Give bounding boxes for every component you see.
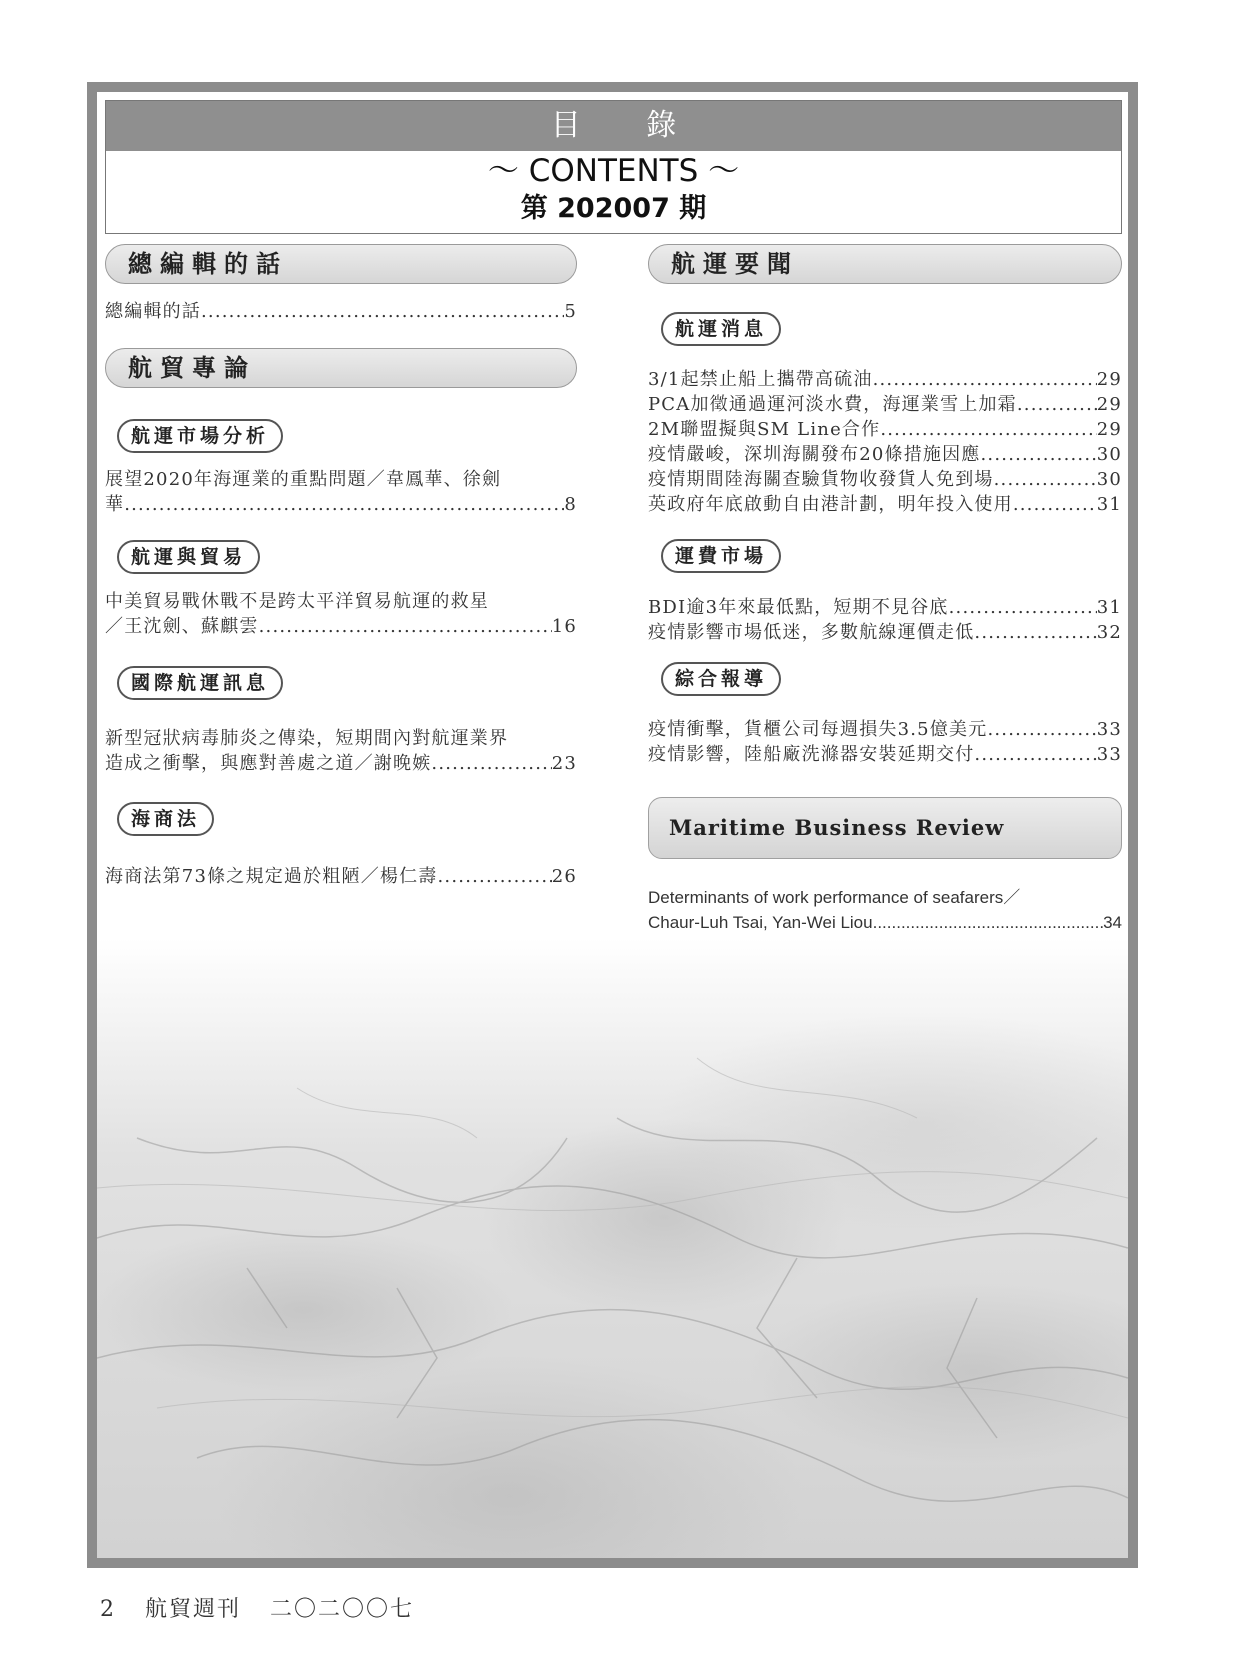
entry-title-line2: Chaur-Luh Tsai, Yan-Wei Liou <box>648 913 873 932</box>
entry-title-line1: 中美貿易戰休戰不是跨太平洋貿易航運的救星 <box>105 591 489 612</box>
page-footer <box>100 1592 434 1623</box>
category-general-reports: 綜合報導 <box>661 662 781 696</box>
list-general-reports <box>648 717 1122 767</box>
entry-title-line2: 造成之衝擊，與應對善處之道／謝晚嫉 <box>105 753 432 774</box>
entry-page: 30 <box>1096 469 1122 490</box>
leader-dots <box>873 910 1103 935</box>
list-item[interactable] <box>648 367 1122 392</box>
entry-title: 海商法第73條之規定過於粗陋／楊仁壽 <box>105 866 438 887</box>
entry-page: 29 <box>1096 419 1122 440</box>
entry-page: 34 <box>1103 913 1122 932</box>
leader-dots <box>994 467 1097 492</box>
entry-title-line1: 新型冠狀病毒肺炎之傳染，短期間內對航運業界 <box>105 728 509 749</box>
section-editor: 總編輯的話 <box>105 244 577 284</box>
list-item[interactable] <box>648 417 1122 442</box>
entry-maritime-business-review[interactable] <box>648 885 1122 935</box>
entry-page: 30 <box>1096 444 1122 465</box>
category-market-analysis: 航運市場分析 <box>117 419 283 453</box>
leader-dots <box>124 492 564 517</box>
list-item[interactable] <box>648 717 1122 742</box>
entry-title-line1: 展望2020年海運業的重點問題／韋鳳華、徐劍 <box>105 469 502 490</box>
entry-page: 31 <box>1096 494 1122 515</box>
entry-page: 29 <box>1096 394 1122 415</box>
entry-title: 疫情影響市場低迷，多數航線運價走低 <box>648 622 975 643</box>
entry-title-line1: Determinants of work performance of seafarers／ <box>648 888 1021 907</box>
footer-issue-date: 二〇二〇〇七 <box>270 1597 415 1622</box>
entry-title-line2: ／王沈劍、蘇麒雲 <box>105 616 259 637</box>
leader-dots <box>987 717 1096 742</box>
category-freight-market: 運費市場 <box>661 539 781 573</box>
list-item[interactable] <box>648 492 1122 517</box>
entry-maritime-law[interactable] <box>105 864 577 889</box>
list-item[interactable] <box>648 620 1122 645</box>
leader-dots <box>1017 392 1097 417</box>
leader-dots <box>873 367 1097 392</box>
entry-title: 英政府年底啟動自由港計劃，明年投入使用 <box>648 494 1013 515</box>
entry-page: 33 <box>1096 744 1122 765</box>
list-shipping-updates <box>648 367 1122 517</box>
entry-market-analysis[interactable] <box>105 467 577 517</box>
marble-veins <box>97 938 1128 1558</box>
list-freight-market <box>648 595 1122 645</box>
contents-header <box>105 100 1122 234</box>
marble-background <box>97 938 1128 1558</box>
entry-page: 31 <box>1096 597 1122 618</box>
entry-title: 總編輯的話 <box>105 301 201 322</box>
list-item[interactable] <box>648 442 1122 467</box>
leader-dots <box>949 595 1097 620</box>
entry-page: 16 <box>551 616 577 637</box>
issue-number: 第 202007 期 <box>520 193 707 224</box>
footer-page-number: 2 <box>100 1597 116 1622</box>
list-item[interactable] <box>648 467 1122 492</box>
entry-title: PCA加徵通過運河淡水費，海運業雪上加霜 <box>648 394 1017 415</box>
leader-dots <box>201 299 564 324</box>
leader-dots <box>974 742 1096 767</box>
leader-dots <box>974 620 1096 645</box>
entry-title: 疫情嚴峻，深圳海關發布20條措施因應 <box>648 444 981 465</box>
leader-dots <box>438 864 552 889</box>
entry-title: BDI逾3年來最低點，短期不見谷底 <box>648 597 949 618</box>
list-item[interactable] <box>648 595 1122 620</box>
entry-title: 疫情影響，陸船廠洗滌器安裝延期交付 <box>648 744 975 765</box>
entry-page: 8 <box>564 494 577 515</box>
entry-page: 23 <box>551 753 577 774</box>
header-title-cn: 目 錄 <box>106 101 1121 151</box>
footer-publication: 航貿週刊 <box>145 1597 242 1622</box>
list-item[interactable] <box>648 392 1122 417</box>
list-item[interactable] <box>648 742 1122 767</box>
leader-dots <box>880 417 1096 442</box>
contents-frame <box>87 82 1138 1568</box>
entry-title: 疫情衝擊，貨櫃公司每週損失3.5億美元 <box>648 719 988 740</box>
section-maritime-business-review: Maritime Business Review <box>648 797 1122 859</box>
category-maritime-law: 海商法 <box>117 802 214 836</box>
leader-dots <box>981 442 1097 467</box>
entry-editor-note[interactable] <box>105 299 577 324</box>
entry-title-line2: 華 <box>105 494 125 515</box>
entry-page: 29 <box>1096 369 1122 390</box>
leader-dots <box>431 751 551 776</box>
entry-page: 26 <box>551 866 577 887</box>
entry-page: 33 <box>1096 719 1122 740</box>
category-shipping-trade: 航運與貿易 <box>117 540 260 574</box>
section-shipping-news: 航運要聞 <box>648 244 1122 284</box>
entry-intl-shipping-news[interactable] <box>105 726 577 776</box>
entry-page: 5 <box>564 301 577 322</box>
leader-dots <box>259 614 552 639</box>
entry-title: 2M聯盟擬與SM Line合作 <box>648 419 881 440</box>
header-title-en: ～ CONTENTS ～ <box>487 153 740 189</box>
entry-title: 3/1起禁止船上攜帶高硫油 <box>648 369 873 390</box>
section-commentary: 航貿專論 <box>105 348 577 388</box>
leader-dots <box>1013 492 1097 517</box>
category-shipping-updates: 航運消息 <box>661 312 781 346</box>
entry-page: 32 <box>1096 622 1122 643</box>
entry-shipping-trade[interactable] <box>105 589 577 639</box>
entry-title: 疫情期間陸海關查驗貨物收發貨人免到場 <box>648 469 994 490</box>
category-intl-shipping-news: 國際航運訊息 <box>117 666 283 700</box>
